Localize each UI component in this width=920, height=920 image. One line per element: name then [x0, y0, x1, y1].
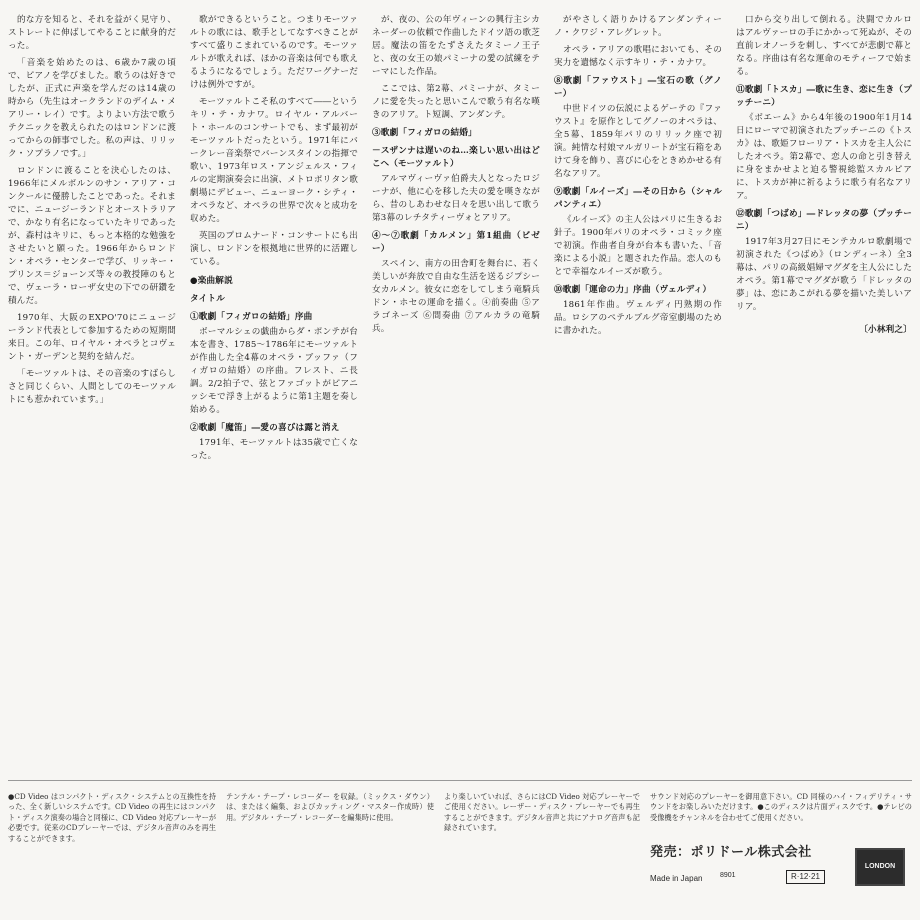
footer-note-1: [8, 792, 216, 900]
paragraph: 的な方を知ると、それを益がく見守り、ストレートに伸ばしてやることに献身的だった。: [8, 15, 176, 51]
publisher-name: 発売：ポリドール株式会社: [650, 845, 812, 860]
paragraph: 1861年作曲。ヴェルディ円熟期の作品。ロシアのペテルブルグ帝室劇場のために書かれた。: [554, 300, 722, 336]
track-heading: ⑧歌劇「ファウスト」―宝石の歌（グノー）: [554, 76, 722, 99]
paragraph: 英国のプロムナード・コンサートにも出演し、ロンドンを根拠地に世界的に活躍している。: [190, 231, 358, 267]
track-heading: ①歌劇「フィガロの結婚」序曲: [190, 312, 313, 322]
footer-divider: [8, 780, 912, 781]
footer-note-4: [650, 792, 912, 846]
paragraph: が、夜の、公の年ヴィーンの興行主シカネーダーの依頼で作曲したドイツ語の歌芝居。魔法の笛をたずさえたタミーノ王子と、夜の女王の娘パミーナの愛の試練をテーマにした作品。: [372, 15, 540, 77]
footer-note-2: [226, 792, 434, 900]
section-subtitle: タイトル: [190, 294, 226, 304]
text-column-4: [554, 14, 722, 694]
track-heading: ③歌劇「フィガロの結婚」: [372, 128, 477, 138]
track-heading: ②歌劇「魔笛」―愛の喜びは露と消え: [190, 423, 340, 433]
paragraph: スペイン、南方の田舎町を舞台に、若く美しいが奔放で自由な生活を送るジプシー女カルメン。彼女に恋をしてしまう竜騎兵ドン・ホセの運命を描く。④前奏曲 ⑤アラゴネーズ ⑥間奏曲 ⑦アルカラの竜騎兵。: [372, 259, 540, 334]
paragraph: 中世ドイツの伝説によるゲーテの『ファウスト』を原作としてグノーのオペラは、全5幕、1859年パリのリリック座で初演。純情な村娘マルガリートが宝石箱をあけて身を飾り、喜びに心をときめかせる有名なアリア。: [554, 104, 722, 179]
paragraph: 「音楽を始めたのは、6歳か7歳の頃で、ピアノを学びました。歌うのは好きでしたが、正式に声楽を学んだのは14歳の時から（先生はオークランドのデイム・メアリー・レイ）です。よりよい方法で歌うテクニックを教えられたのはロンドンに渡ってからの師事でした。私の声は、リリック・ソプラノです。」: [8, 58, 176, 159]
footer-note-3: [444, 792, 640, 900]
track-subheading: －スザンナは遅いのね…楽しい思い出はどこへ（モーツァルト）: [372, 146, 540, 169]
author-signature: 〔小林利之〕: [859, 325, 912, 335]
paragraph: モーツァルトこそ私のすべて――というキリ・テ・カナワ。ロイヤル・アルバート・ホールのコンサートでも、まず最初がモーツァルトだったという。1971年にバークレー音楽祭でバーンスタインの指揮で歌い、1973年ロス・アンジェルス・フィルの定期演奏会に出演、メトロポリタン歌劇場にデビュー、ニューヨーク・シティ・オペラなど、オペラの世界で次々と成功を収めた。: [190, 97, 358, 224]
text-column-2: [190, 14, 358, 694]
track-heading: ⑫歌劇「つばめ」―ドレッタの夢（プッチーニ）: [736, 209, 912, 232]
track-heading: ⑨歌劇「ルイーズ」―その日から（シャルパンティエ）: [554, 187, 722, 210]
text-column-1: [8, 14, 176, 694]
track-heading: ⑪歌劇「トスカ」―歌に生き、恋に生き（プッチーニ）: [736, 85, 912, 108]
paragraph: 《ボエーム》から4年後の1900年1月14日にローマで初演されたプッチーニの《トスカ》は、歌姫フローリア・トスカを主人公にしたオペラ。第2幕で、恋人の命と引き替えに身をまかせよと迫る警視総監スカルピアに、トスカが神に祈るように歌う有名なアリア。: [736, 113, 912, 201]
footer-text-3: より楽しいていれば、さらにはCD Video 対応プレーヤーでご使用ください。レーザー・ディスク・プレーヤーでも再生することができます。デジタル音声と共にアナログ音声も記録されています。: [444, 792, 640, 833]
paragraph: 口から交り出して倒れる。決闘でカルロはアルヴァーロの手にかかって死ぬが、その直前レオノーラを刺し、すべてが悲劇で幕となる。序曲は有名な運命のモティーフで始まる。: [736, 15, 912, 77]
catalog-number: 8901: [720, 872, 736, 879]
paragraph: がやさしく語りかけるアンダンティーノ・クワジ・アレグレット。: [554, 15, 722, 38]
text-column-5: [736, 14, 912, 694]
footer-text-1: ●CD Video はコンパクト・ディスク・システムとの互換性を持った、全く新しいシステムです。CD Video の再生にはコンパクト・ディスク演奏の場合と同様に、CD Video 対応プレーヤーが必要です。従来のCDプレーヤーでは、デジタル音声のみを再生することができます。: [8, 792, 216, 843]
paragraph: 《ルイーズ》の主人公はパリに生きるお針子。1900年パリのオペラ・コミック座で初演。作曲者自身が台本も書いた、「音楽による小説」と題された作品。恋人のもとで幸福なルイーズが歌う。: [554, 215, 722, 277]
london-logo: [855, 848, 905, 886]
made-in-label: Made in Japan: [650, 874, 703, 883]
paragraph: 1970年、大阪のEXPO'70にニュージーランド代表として参加するための短期間来日。この年、ロイヤル・オペラとコヴェント・ガーデンと契約を結んだ。: [8, 313, 176, 362]
paragraph: 1791年、モーツァルトは35歳で亡くなった。: [190, 438, 358, 461]
paragraph: ここでは、第2幕、パミーナが、タミーノに愛を失ったと思いこんで歌う有名な嘆きのアリア。ト短調、アンダンテ。: [372, 84, 540, 120]
paragraph: 「モーツァルトは、その音楽のすばらしさと同じくらい、人間としてのモーツァルトにも惹かれています。」: [8, 369, 176, 405]
section-heading: ●楽曲解説: [190, 276, 233, 286]
track-heading: ⑩歌劇「運命の力」序曲（ヴェルディ）: [554, 285, 712, 295]
publisher-block: [650, 845, 912, 900]
release-code: R·12·21: [786, 870, 825, 884]
track-heading: ④～⑦歌劇「カルメン」第1組曲（ビゼー）: [372, 231, 540, 254]
paragraph: ロンドンに渡ることを決心したのは、1966年にメルボルンのサン・アリア・コンクールに優勝したことであった。それまでに、ニュージーランドとオーストラリアで、かなり有名になっていたキリであったが、森村はキリに、もっと本格的な勉強をさせたいと願った。1966年からロンドン・オペラ・センターで学び、リッキー・プリンス＝ジョーンズ等々の教授陣のもとで、ヴェーラ・ローザ女史の下での研鑽を積んだ。: [8, 166, 176, 306]
footer: [8, 792, 912, 902]
logo-text: LONDON: [864, 862, 896, 870]
text-column-3: [372, 14, 540, 694]
footer-text-2: テンテル・テープ・レコーダー を収録。（ミックス・ダウン）は、またはく編集、およびカッティング・マスター作成時）使用。デジタル・テープ・レコーダーを編集時に使用。: [226, 792, 434, 822]
paragraph: 歌ができるということ。つまりモーツァルトの歌には、歌手としてなすべきことがすべて盛りこまれているのです。モーツァルトが歌えれば、ほかの音楽は何でも歌えるようになるでしょう。ただワーグナーだけは例外ですが。: [190, 15, 358, 90]
paragraph: ボーマルシェの戯曲からダ・ポンテが台本を書き、1785～1786年にモーツァルトが作曲した全4幕のオペラ・ブッファ（フィガロの結婚）の序曲。フレスト、ニ長調。2/2拍子で、弦とファゴットがピアニッシモで浮き上がるように第1主題を奏し始める。: [190, 327, 358, 415]
paragraph: 1917年3月27日にモンテカルロ歌劇場で初演された《つばめ》（ロンディーネ）全3幕は、パリの高級娼婦マグダを主人公にしたオペラ。第1幕でマグダが歌う「ドレッタの夢」は、恋にあこがれる夢を描いた美しいアリア。: [736, 237, 912, 312]
paragraph: オペラ・アリアの歌唱においても、その実力を遺憾なく示すキリ・テ・カナワ。: [554, 45, 722, 68]
footer-text-4: サウンド対応のプレーヤーを御用意下さい。CD 同様のハイ・フィデリティ・サウンドをお楽しみいただけます。●このディスクは片面ディスクです。●テレビの受像機をチャンネルを合わせてご使用ください。: [650, 792, 912, 822]
paragraph: アルマヴィーヴァ伯爵夫人となったロジーナが、他に心を移した夫の愛を嘆きながら、昔のしあわせな日々を思い出して歌う第3幕のレチタティーヴォとアリア。: [372, 174, 540, 223]
